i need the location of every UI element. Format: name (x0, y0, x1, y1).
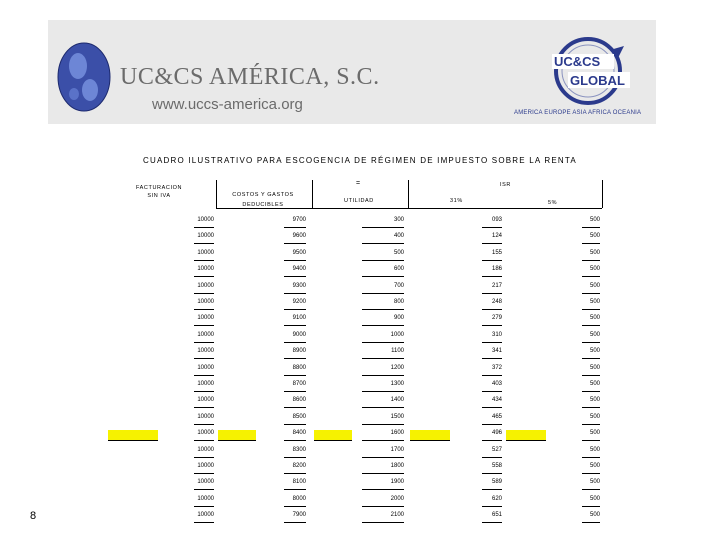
cell-costos: 9300 (292, 282, 306, 289)
cell-utilidad: 1500 (390, 413, 404, 420)
cell-underline (362, 522, 404, 523)
cell-costos: 8500 (292, 413, 306, 420)
cell-underline (482, 342, 502, 343)
cell-isr-5: 500 (589, 315, 600, 322)
cell-underline (482, 440, 502, 441)
cell-isr-31: 372 (491, 364, 502, 371)
cell-isr-31: 403 (491, 381, 502, 387)
header-isr-5: 5% (548, 200, 558, 206)
cell-facturacion: 10000 (197, 413, 214, 420)
row-highlight-rule (108, 440, 158, 441)
cell-isr-5: 500 (589, 463, 600, 469)
header-divider (216, 180, 217, 208)
cell-isr-5: 500 (589, 266, 600, 273)
row-highlight-rule (314, 440, 352, 441)
cell-underline (482, 309, 502, 310)
cell-underline (362, 391, 404, 392)
cell-underline (284, 276, 306, 277)
cell-underline (482, 407, 502, 408)
row-highlight (108, 430, 158, 440)
cell-underline (194, 440, 214, 441)
cell-underline (362, 358, 404, 359)
cell-isr-31: 279 (491, 315, 502, 322)
cell-isr-5: 500 (589, 217, 600, 223)
cell-facturacion: 10000 (197, 446, 214, 453)
cell-utilidad: 900 (393, 315, 404, 322)
cell-costos: 9700 (292, 217, 306, 223)
cell-facturacion: 10000 (197, 364, 214, 371)
cell-costos: 8700 (292, 381, 306, 387)
cell-isr-31: 527 (491, 446, 502, 453)
cell-underline (284, 309, 306, 310)
row-highlight (410, 430, 450, 440)
cell-isr-31: 558 (491, 463, 502, 469)
cell-costos: 9100 (292, 315, 306, 322)
cell-underline (482, 227, 502, 228)
cell-isr-5: 500 (589, 381, 600, 387)
company-website: www.uccs-america.org (152, 96, 303, 113)
cell-utilidad: 1800 (390, 463, 404, 469)
cell-underline (582, 489, 600, 490)
cell-utilidad: 500 (393, 249, 404, 256)
header-divider (408, 180, 409, 208)
cell-underline (362, 407, 404, 408)
cell-facturacion: 10000 (197, 217, 214, 223)
cell-facturacion: 10000 (197, 348, 214, 355)
cell-costos: 9600 (292, 233, 306, 240)
row-highlight (314, 430, 352, 440)
cell-facturacion: 10000 (197, 430, 214, 437)
cell-facturacion: 10000 (197, 249, 214, 256)
cell-isr-5: 500 (589, 233, 600, 240)
cell-underline (284, 457, 306, 458)
cell-underline (482, 506, 502, 507)
cell-underline (362, 309, 404, 310)
cell-underline (194, 407, 214, 408)
cell-underline (482, 276, 502, 277)
cell-utilidad: 600 (393, 266, 404, 273)
cell-facturacion: 10000 (197, 479, 214, 486)
header-costos: COSTOS Y GASTOS DEDUCIBLES (232, 192, 294, 208)
cell-underline (194, 293, 214, 294)
cell-underline (482, 243, 502, 244)
cell-underline (194, 473, 214, 474)
cell-utilidad: 1300 (390, 381, 404, 387)
cell-underline (362, 276, 404, 277)
cell-underline (582, 440, 600, 441)
cell-isr-31: 093 (491, 217, 502, 223)
cell-underline (582, 309, 600, 310)
cell-isr-31: 248 (491, 299, 502, 305)
cell-isr-31: 465 (491, 413, 502, 420)
cell-underline (284, 440, 306, 441)
cell-underline (362, 227, 404, 228)
row-highlight-rule (410, 440, 450, 441)
cell-underline (284, 325, 306, 326)
cell-costos: 9400 (292, 266, 306, 273)
cell-isr-5: 500 (589, 249, 600, 256)
cell-underline (582, 243, 600, 244)
cell-underline (284, 424, 306, 425)
cell-facturacion: 10000 (197, 331, 214, 338)
cell-utilidad: 400 (393, 233, 404, 240)
cell-underline (362, 260, 404, 261)
header-equals: = (356, 180, 361, 187)
cell-underline (582, 473, 600, 474)
cell-isr-5: 500 (589, 364, 600, 371)
cell-isr-5: 500 (589, 479, 600, 486)
cell-underline (194, 358, 214, 359)
cell-isr-5: 500 (589, 446, 600, 453)
cell-costos: 7900 (292, 512, 306, 519)
cell-isr-5: 500 (589, 331, 600, 338)
cell-costos: 8900 (292, 348, 306, 355)
cell-utilidad: 1600 (390, 430, 404, 437)
cell-underline (194, 424, 214, 425)
cell-underline (194, 243, 214, 244)
globe-icon (56, 34, 112, 120)
cell-underline (362, 440, 404, 441)
cell-costos: 8600 (292, 397, 306, 404)
logo-subtitle: AMERICA EUROPE ASIA AFRICA OCEANIA (514, 110, 642, 116)
cell-underline (482, 391, 502, 392)
cell-costos: 9000 (292, 331, 306, 338)
cell-underline (362, 243, 404, 244)
cell-underline (284, 489, 306, 490)
cell-underline (582, 375, 600, 376)
cell-utilidad: 2100 (390, 512, 404, 519)
cell-underline (284, 342, 306, 343)
cell-underline (194, 325, 214, 326)
cell-underline (582, 325, 600, 326)
cell-underline (284, 293, 306, 294)
cell-isr-5: 500 (589, 430, 600, 437)
cell-underline (362, 457, 404, 458)
cell-underline (582, 407, 600, 408)
cell-underline (284, 506, 306, 507)
cell-underline (582, 391, 600, 392)
header-isr-31: 31% (450, 198, 463, 204)
cell-underline (284, 243, 306, 244)
cell-underline (482, 457, 502, 458)
cell-underline (582, 522, 600, 523)
cell-underline (582, 342, 600, 343)
cell-underline (482, 375, 502, 376)
cell-underline (362, 325, 404, 326)
cell-isr-5: 500 (589, 413, 600, 420)
cell-underline (284, 358, 306, 359)
row-highlight (218, 430, 256, 440)
row-highlight-rule (506, 440, 546, 441)
cell-utilidad: 2000 (390, 495, 404, 502)
cell-underline (194, 489, 214, 490)
cell-isr-5: 500 (589, 282, 600, 289)
logo-text-top: UC&CS (554, 54, 601, 69)
cell-facturacion: 10000 (197, 397, 214, 404)
cell-costos: 8400 (292, 430, 306, 437)
cell-utilidad: 1000 (390, 331, 404, 338)
cell-underline (362, 489, 404, 490)
page-number: 8 (30, 510, 37, 522)
cell-underline (284, 260, 306, 261)
cell-underline (482, 358, 502, 359)
cell-underline (482, 325, 502, 326)
uccs-global-logo (540, 36, 636, 106)
row-highlight-rule (218, 440, 256, 441)
cell-underline (284, 522, 306, 523)
cell-facturacion: 10000 (197, 266, 214, 273)
cell-underline (582, 457, 600, 458)
cell-utilidad: 700 (393, 282, 404, 289)
cell-costos: 9200 (292, 299, 306, 305)
cell-underline (284, 407, 306, 408)
cell-underline (582, 276, 600, 277)
cell-facturacion: 10000 (197, 282, 214, 289)
cell-facturacion: 10000 (197, 495, 214, 502)
cell-isr-31: 341 (491, 348, 502, 355)
cell-underline (362, 473, 404, 474)
row-highlight (506, 430, 546, 440)
cell-underline (362, 375, 404, 376)
cell-underline (482, 522, 502, 523)
cell-underline (482, 489, 502, 490)
cell-underline (582, 358, 600, 359)
cell-underline (284, 375, 306, 376)
cell-isr-31: 496 (491, 430, 502, 437)
header-divider (312, 180, 313, 208)
cell-underline (362, 293, 404, 294)
cell-isr-31: 651 (491, 512, 502, 519)
cell-utilidad: 300 (393, 217, 404, 223)
cell-underline (582, 227, 600, 228)
cell-isr-31: 186 (491, 266, 502, 273)
cell-facturacion: 10000 (197, 463, 214, 469)
cell-costos: 8100 (292, 479, 306, 486)
header-divider (602, 180, 603, 208)
cell-underline (194, 391, 214, 392)
cell-facturacion: 10000 (197, 512, 214, 519)
cell-underline (194, 309, 214, 310)
cell-isr-31: 217 (491, 282, 502, 289)
cell-underline (582, 260, 600, 261)
cell-underline (482, 260, 502, 261)
cell-underline (194, 260, 214, 261)
cell-underline (194, 375, 214, 376)
cell-underline (194, 457, 214, 458)
header-facturacion: FACTURACION SIN IVA (136, 185, 183, 199)
cell-utilidad: 1100 (391, 348, 404, 355)
cell-costos: 8300 (292, 446, 306, 453)
cell-underline (482, 473, 502, 474)
cell-utilidad: 1900 (390, 479, 404, 486)
cell-underline (582, 506, 600, 507)
cell-isr-31: 589 (491, 479, 502, 486)
cell-utilidad: 800 (393, 299, 404, 305)
cell-isr-5: 500 (589, 397, 600, 404)
cell-underline (194, 276, 214, 277)
cell-underline (284, 391, 306, 392)
cell-isr-31: 434 (491, 397, 502, 404)
cell-utilidad: 1200 (390, 364, 404, 371)
cell-underline (362, 342, 404, 343)
cell-isr-5: 500 (589, 299, 600, 305)
cell-facturacion: 10000 (197, 299, 214, 305)
cell-utilidad: 1400 (390, 397, 404, 404)
logo-text-bottom: GLOBAL (570, 73, 625, 88)
cell-costos: 8200 (292, 463, 306, 469)
company-name: UC&CS AMÉRICA, S.C. (120, 64, 380, 90)
cell-facturacion: 10000 (197, 233, 214, 240)
cell-underline (194, 506, 214, 507)
cell-underline (582, 293, 600, 294)
cell-costos: 8800 (292, 364, 306, 371)
cell-isr-31: 124 (491, 233, 502, 240)
cell-costos: 8000 (292, 495, 306, 502)
cell-underline (194, 522, 214, 523)
cell-isr-5: 500 (589, 348, 600, 355)
cell-isr-5: 500 (589, 512, 600, 519)
cell-isr-31: 310 (491, 331, 502, 338)
cell-underline (194, 342, 214, 343)
cell-isr-31: 620 (491, 495, 502, 502)
cell-utilidad: 1700 (390, 446, 404, 453)
table-title: CUADRO ILUSTRATIVO PARA ESCOGENCIA DE RÉGIMEN DE IMPUESTO SOBRE LA RENTA (143, 156, 577, 165)
cell-underline (194, 227, 214, 228)
cell-costos: 9500 (292, 249, 306, 256)
cell-underline (362, 506, 404, 507)
header-utilidad: UTILIDAD (344, 198, 374, 204)
cell-underline (582, 424, 600, 425)
cell-isr-31: 155 (491, 249, 502, 256)
cell-underline (284, 227, 306, 228)
cell-facturacion: 10000 (197, 381, 214, 387)
cell-underline (482, 293, 502, 294)
header-isr: ISR (500, 182, 511, 188)
cell-facturacion: 10000 (197, 315, 214, 322)
cell-isr-5: 500 (589, 495, 600, 502)
cell-underline (284, 473, 306, 474)
cell-underline (362, 424, 404, 425)
cell-underline (482, 424, 502, 425)
